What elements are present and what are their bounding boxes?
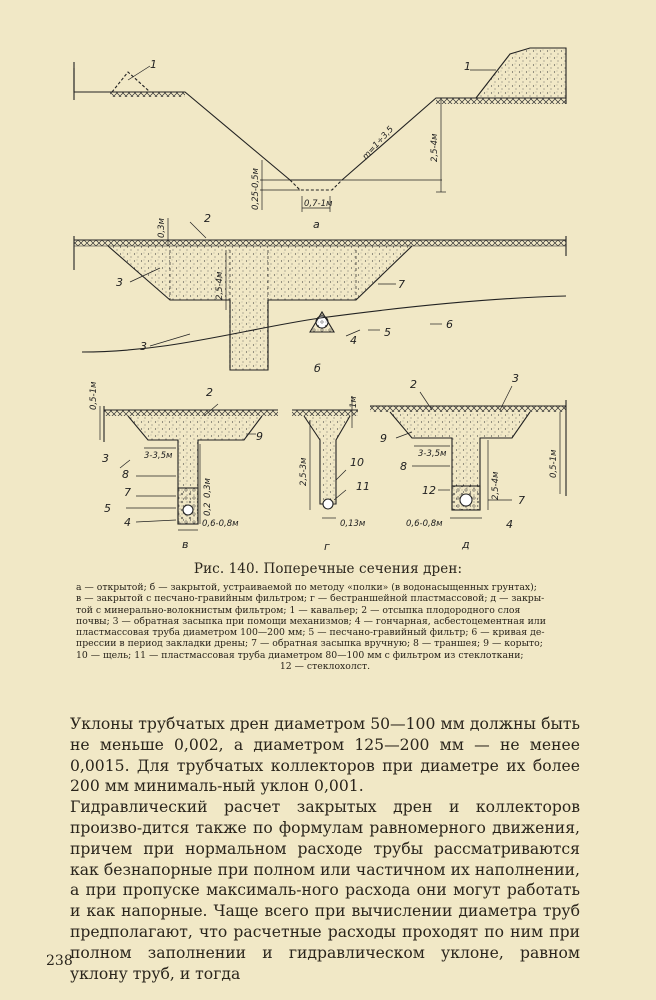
dim-depth-d: 2,5-4м: [491, 471, 501, 500]
callout-3-v: 3: [102, 452, 109, 465]
dim-bottom-v: 0,6-0,8м: [202, 519, 239, 529]
dim-top-g: 1м: [349, 396, 359, 408]
callout-7-v: 7: [124, 486, 131, 499]
callout-2-d: 2: [410, 378, 417, 391]
callout-8-v: 8: [122, 468, 129, 481]
callout-1-right: 1: [464, 60, 471, 73]
legend-line: в — закрытой с песчано-гравийным фильтром; г — бестраншейной пластмассовой; д — закры-: [76, 593, 545, 605]
legend-line: прессии в период закладки дрены; 7 — обратная засыпка вручную; 8 — траншея; 9 — корыто;: [76, 638, 543, 650]
callout-12-d: 12: [422, 484, 436, 497]
body-text: [70, 714, 580, 984]
callout-7-b: 7: [398, 278, 405, 291]
dim-h2-v: 0,2: [203, 502, 213, 516]
callout-3-b-lower: 3: [140, 340, 147, 353]
legend-line: 10 — щель; 11 — пластмассовая труба диаметром 80—100 мм с фильтром из стеклоткани;: [76, 649, 524, 661]
slot-g: [304, 416, 350, 504]
dim-bottom-d: 0,6-0,8м: [406, 519, 443, 529]
callout-9-v: 9: [256, 430, 263, 443]
figure-caption: Рис. 140. Поперечные сечения дрен:: [193, 561, 463, 577]
cavalier-left: [112, 72, 150, 92]
page-number: 238: [46, 953, 73, 969]
callout-9-d: 9: [380, 432, 387, 445]
callout-3-b-upper: 3: [116, 276, 123, 289]
dim-right-d: 0,5-1м: [549, 449, 559, 478]
paragraph-slopes: Уклоны трубчатых дрен диаметром 50—100 мм должны быть не меньше 0,002, а диаметром 125—200 мм — не менее 0,0015. Для трубчатых коллекторов при диаметре их более 200 мм минималь-ный уклон 0,001.: [70, 715, 580, 796]
dim-top-b: 0,3м: [157, 218, 167, 238]
dim-offset-a: 0,25-0,5м: [251, 168, 261, 210]
dim-width-d: 3-3,5м: [418, 449, 447, 459]
sublabel-g: г: [324, 540, 330, 553]
paragraph-hydraulic: Гидравлический расчет закрытых дрен и коллекторов произво-дится также по формулам равномерного движения, причем при нормальном расходе трубы рассматриваются как безнапорные при полном или частичном их наполнении, а при пропуске максималь-ного расхода они могут работать и как напорные. Чаще всего при вычислении диаметра труб предполагают, что расчетные расходы проходят по ним при полном заполнении и гидравлическом уклоне, равном уклону труб, и тогда: [70, 798, 580, 983]
sublabel-a: а: [313, 218, 320, 231]
section-b: [74, 218, 566, 370]
dim-left-v: 0,5-1м: [89, 381, 99, 410]
dim-h1-v: 0,3м: [203, 478, 213, 498]
figure-legend: [76, 582, 574, 672]
callout-11-g: 11: [356, 480, 370, 493]
dim-width-v: 3-3,5м: [144, 451, 173, 461]
callout-6-b: 6: [446, 318, 453, 331]
callout-4-b: 4: [350, 334, 357, 347]
cavalier-right: [476, 48, 566, 98]
callout-8-d: 8: [400, 460, 407, 473]
section-g: [292, 396, 358, 518]
dim-depth-b: 2,5-4м: [215, 271, 225, 300]
callout-4-v: 4: [124, 516, 131, 529]
callout-5-b: 5: [384, 326, 391, 339]
dim-bottom-g: 0,13м: [340, 519, 366, 529]
callout-4-d: 4: [506, 518, 513, 531]
dim-depth-g: 2,5-3м: [299, 457, 309, 486]
dim-depth-a: 2,5-4м: [430, 133, 440, 162]
sublabel-d: д: [462, 538, 470, 551]
callout-2-v: 2: [206, 386, 213, 399]
callout-2-b: 2: [204, 212, 211, 225]
section-v: [100, 404, 278, 530]
callout-3-d: 3: [512, 372, 519, 385]
callout-7-d: 7: [518, 494, 525, 507]
legend-line: пластмассовая труба диаметром 100—200 мм; 5 — песчано-гравийный фильтр; 6 — кривая де-: [76, 627, 545, 639]
section-d: [370, 386, 566, 518]
callout-10-g: 10: [350, 456, 364, 469]
dim-bottom-a: 0,7-1м: [304, 199, 333, 209]
sublabel-b: б: [314, 362, 321, 375]
legend-line: а — открытой; б — закрытой, устраиваемой по методу «полки» (в водонасыщенных грунтах);: [76, 582, 537, 593]
callout-5-v: 5: [104, 502, 111, 515]
legend-line: 12 — стеклохолст.: [279, 661, 371, 673]
dim-slope: m=1÷3,5: [360, 124, 396, 163]
trench-upper: [108, 246, 412, 370]
callout-1-left: 1: [150, 58, 157, 71]
legend-line: той с минерально-волокнистым фильтром; 1 — кавальер; 2 — отсыпка плодородного слоя: [76, 604, 521, 616]
section-a: [74, 48, 566, 212]
sublabel-v: в: [182, 538, 189, 551]
legend-line: почвы; 3 — обратная засыпка при помощи механизмов; 4 — гончарная, асбестоцементная или: [76, 615, 546, 627]
